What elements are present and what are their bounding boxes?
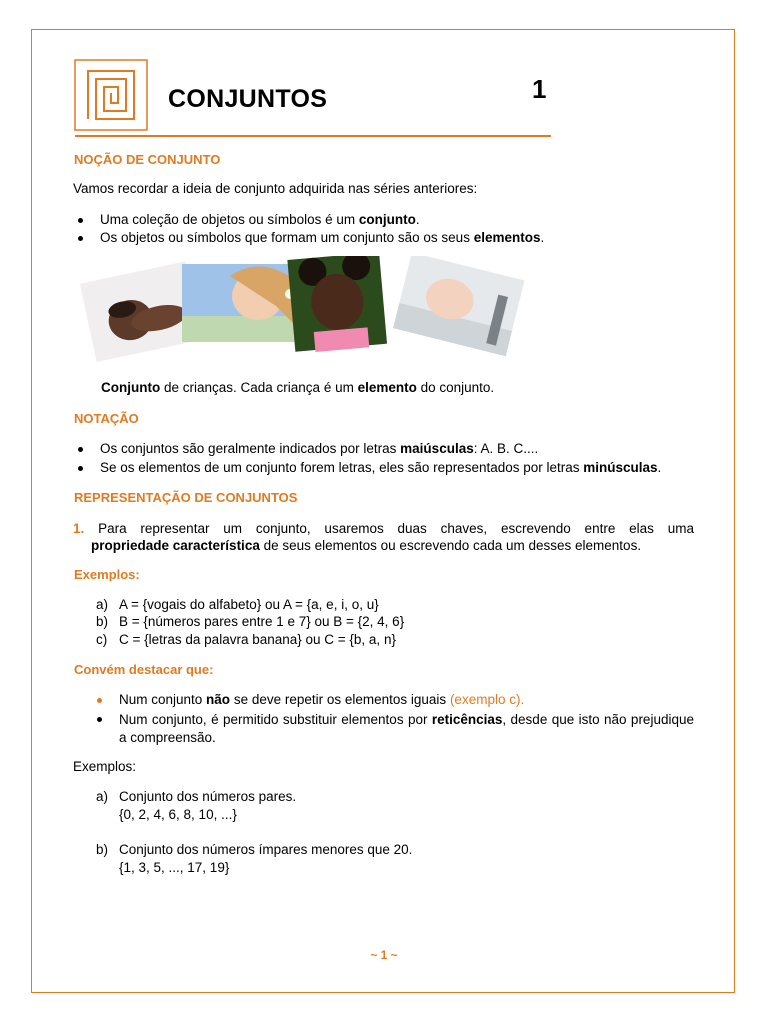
intro-text: Vamos recordar a ideia de conjunto adquirida nas séries anteriores: (73, 181, 478, 196)
spiral-logo-icon (74, 59, 148, 131)
chapter-number: 1 (532, 74, 547, 104)
bullet-icon (78, 447, 83, 452)
bullet-icon (78, 236, 83, 241)
examples-heading: Exemplos: (74, 567, 140, 582)
page-title: CONJUNTOS (168, 85, 328, 113)
children-photos (80, 256, 530, 376)
section-heading-representacao: REPRESENTAÇÃO DE CONJUNTOS (74, 490, 298, 505)
bullet-icon (97, 698, 102, 703)
bullet-icon (78, 218, 83, 223)
laughing-child-photo (182, 264, 300, 342)
highlight-heading: Convém destacar que: (74, 662, 214, 677)
example-item: a) Conjunto dos números pares. {0, 2, 4, 6, 8, 10, ...} (96, 789, 297, 822)
item-1-line-2: propriedade característica de seus elementos ou escrevendo cada um desses elementos. (91, 538, 642, 553)
examples2-heading: Exemplos: (73, 759, 137, 774)
photo-caption: Conjunto de crianças. Cada criança é um elemento do conjunto. (101, 380, 495, 395)
item-1-line-1: 1. Para representar um conjunto, usaremos duas chaves, escrevendo entre elas uma (73, 521, 694, 536)
example-item: a) A = {vogais do alfabeto} ou A = {a, e, i, o, u} (96, 597, 379, 612)
sleeping-baby-photo (393, 256, 524, 356)
section-heading-notacao: NOTAÇÃO (74, 411, 139, 426)
section-heading-nocao: NOÇÃO DE CONJUNTO (74, 152, 221, 167)
example-item: b) B = {números pares entre 1 e 7} ou B = {2, 4, 6} (96, 614, 405, 629)
header-divider (75, 135, 551, 137)
bullet-icon (97, 717, 102, 722)
page-number: ~ 1 ~ (370, 948, 398, 962)
example-item: b) Conjunto dos números ímpares menores que 20. {1, 3, 5, ..., 17, 19} (96, 842, 413, 875)
example-item: c) C = {letras da palavra banana} ou C = {b, a, n} (96, 632, 396, 647)
bullet-icon (78, 466, 83, 471)
girl-photo (287, 256, 387, 354)
